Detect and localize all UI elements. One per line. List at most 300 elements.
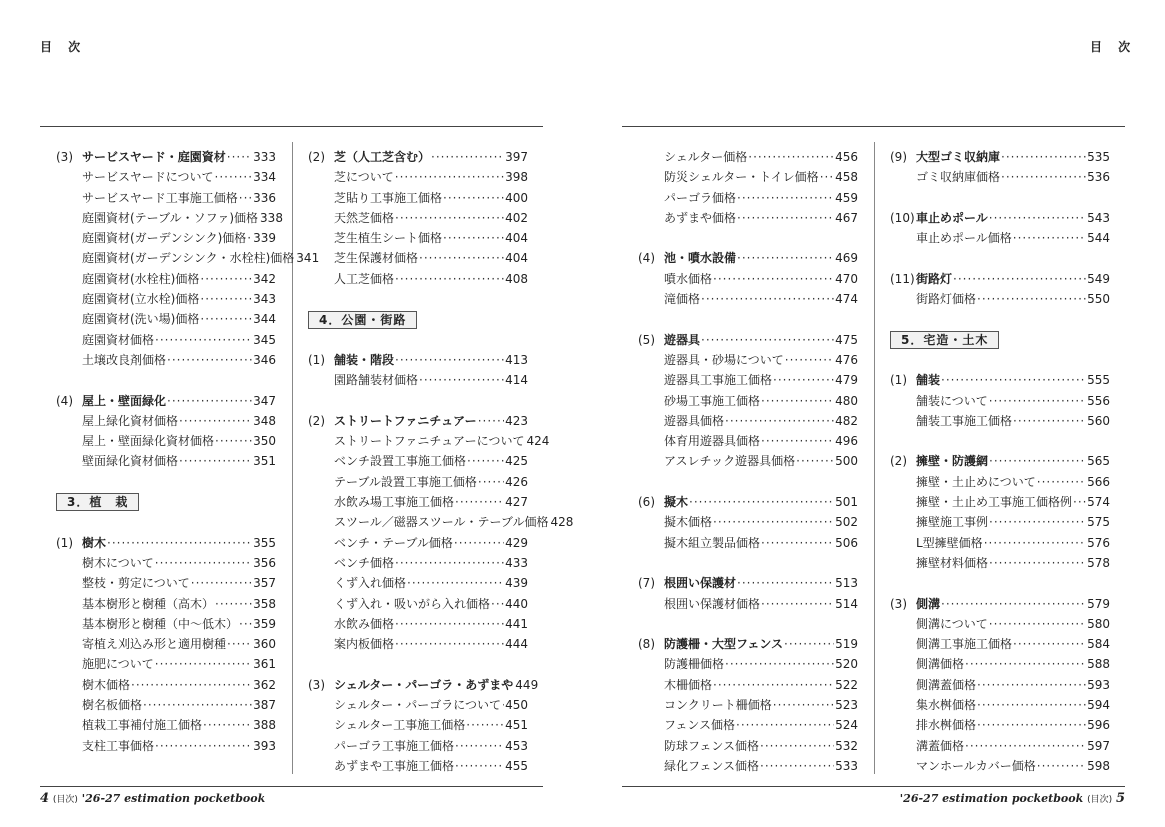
toc-entry-label: マンホールカバー価格 xyxy=(916,758,1036,773)
toc-entry-page: 342 xyxy=(253,271,276,286)
toc-entry-label: 木柵価格 xyxy=(664,677,713,692)
toc-entry[interactable] xyxy=(56,330,276,350)
toc-entry-label: 防護柵・大型フェンス xyxy=(664,637,784,652)
toc-entry[interactable] xyxy=(638,715,858,735)
toc-leader-dots xyxy=(395,269,504,289)
toc-entry-page: 455 xyxy=(505,758,528,773)
toc-entry[interactable] xyxy=(890,614,1110,634)
toc-entry[interactable] xyxy=(638,289,858,309)
toc-entry-label: サービスヤード工事施工価格 xyxy=(82,190,238,205)
toc-entry-label: 樹木について xyxy=(82,555,154,570)
toc-entry-page: 338 xyxy=(260,210,283,225)
toc-leader-dots xyxy=(737,208,834,228)
toc-leader-dots xyxy=(478,472,504,492)
toc-entry[interactable] xyxy=(890,289,1110,309)
toc-entry[interactable] xyxy=(56,695,276,715)
toc-entry-label: 車止めポール価格 xyxy=(916,231,1012,246)
toc-entry[interactable] xyxy=(308,472,528,492)
left-footer-title: '26-27 estimation pocketbook xyxy=(81,792,266,805)
toc-entry[interactable] xyxy=(308,715,528,735)
toc-entry-page: 362 xyxy=(253,677,276,692)
toc-entry[interactable] xyxy=(890,736,1110,756)
toc-entry[interactable] xyxy=(308,167,528,187)
toc-entry-page: 594 xyxy=(1087,698,1110,713)
toc-entry-label: ベンチ・テーブル価格 xyxy=(334,535,453,550)
toc-spacer xyxy=(890,248,1110,268)
toc-entry-label: 土壌改良剤価格 xyxy=(82,352,167,367)
toc-category-entry[interactable] xyxy=(890,370,1110,390)
left-bottom-rule xyxy=(40,786,543,787)
toc-entry-label: 園路舗装材価格 xyxy=(334,373,419,388)
toc-entry[interactable] xyxy=(638,188,858,208)
toc-leader-dots xyxy=(1001,147,1086,167)
toc-leader-dots xyxy=(748,147,834,167)
toc-leader-dots xyxy=(395,167,504,187)
toc-entry[interactable] xyxy=(308,553,528,573)
toc-entry[interactable] xyxy=(638,695,858,715)
toc-entry-label: 庭園資材(立水栓)価格 xyxy=(82,292,200,307)
toc-leader-dots xyxy=(725,654,834,674)
toc-leader-dots xyxy=(773,695,834,715)
toc-category-entry[interactable] xyxy=(308,411,528,431)
toc-entry-page: 544 xyxy=(1087,231,1110,246)
toc-entry[interactable] xyxy=(308,634,528,654)
toc-entry-page: 414 xyxy=(505,373,528,388)
toc-entry-label: シェルター・パーゴラ・あずまや xyxy=(334,677,514,692)
toc-leader-dots xyxy=(689,492,834,512)
toc-entry-page: 496 xyxy=(835,434,858,449)
toc-entry[interactable] xyxy=(56,634,276,654)
toc-entry-number: (7) xyxy=(638,576,655,591)
toc-leader-dots xyxy=(784,634,834,654)
toc-leader-dots xyxy=(491,594,504,614)
toc-entry-page: 358 xyxy=(253,596,276,611)
toc-entry-label: 集水桝価格 xyxy=(916,698,977,713)
toc-entry-page: 424 xyxy=(526,434,550,449)
toc-entry-page: 344 xyxy=(253,312,276,327)
toc-entry-page: 433 xyxy=(505,555,528,570)
toc-entry[interactable] xyxy=(638,391,858,411)
toc-entry-number: (5) xyxy=(638,332,655,347)
toc-entry[interactable] xyxy=(890,715,1110,735)
toc-entry[interactable] xyxy=(56,715,276,735)
toc-entry-page: 456 xyxy=(835,150,858,164)
toc-entry[interactable] xyxy=(890,533,1110,553)
toc-category-entry[interactable] xyxy=(308,675,539,695)
toc-entry-page: 514 xyxy=(835,596,858,611)
toc-leader-dots xyxy=(191,573,252,593)
toc-entry-label: 溝蓋価格 xyxy=(916,738,965,753)
toc-leader-dots xyxy=(713,675,834,695)
toc-entry[interactable] xyxy=(56,248,320,268)
toc-entry-label: 水飲み価格 xyxy=(334,616,395,631)
toc-entry[interactable] xyxy=(308,370,528,390)
toc-entry[interactable] xyxy=(308,573,528,593)
toc-category-entry[interactable] xyxy=(638,573,858,593)
toc-leader-dots xyxy=(131,675,252,695)
toc-entry-label: サービスヤード・庭園資材 xyxy=(82,150,226,164)
toc-leader-dots xyxy=(1073,492,1086,512)
toc-spacer xyxy=(56,370,276,390)
toc-leader-dots xyxy=(737,188,834,208)
toc-entry-label: 人工芝価格 xyxy=(334,271,395,286)
toc-entry-number: (9) xyxy=(890,150,907,164)
toc-leader-dots xyxy=(455,756,504,776)
toc-spacer xyxy=(638,472,858,492)
toc-leader-dots xyxy=(395,634,504,654)
toc-entry[interactable] xyxy=(638,350,858,370)
toc-leader-dots xyxy=(419,370,504,390)
toc-entry-page: 501 xyxy=(835,495,858,510)
toc-entry-label: 天然芝価格 xyxy=(334,210,395,225)
toc-entry[interactable] xyxy=(308,208,528,228)
toc-entry-page: 556 xyxy=(1087,393,1110,408)
toc-entry-page: 479 xyxy=(835,373,858,388)
toc-entry[interactable] xyxy=(56,614,276,634)
toc-leader-dots xyxy=(215,431,252,451)
toc-entry-label: 側溝 xyxy=(916,596,941,611)
toc-leader-dots xyxy=(478,411,504,431)
toc-leader-dots xyxy=(466,715,504,735)
toc-entry[interactable] xyxy=(890,634,1110,654)
toc-entry-label: 舗装・階段 xyxy=(334,352,395,367)
toc-entry[interactable] xyxy=(56,553,276,573)
toc-category-entry[interactable] xyxy=(638,492,858,512)
toc-entry[interactable] xyxy=(56,654,276,674)
toc-entry-label: 街路灯価格 xyxy=(916,292,977,307)
toc-entry[interactable] xyxy=(56,208,283,228)
toc-entry-label: 芝（人工芝含む） xyxy=(334,150,431,164)
toc-entry-page: 469 xyxy=(835,251,858,266)
toc-spacer xyxy=(890,188,1110,208)
toc-entry[interactable] xyxy=(890,756,1110,776)
toc-entry-label: 擁壁・土止めについて xyxy=(916,474,1036,489)
toc-entry[interactable] xyxy=(890,492,1110,512)
toc-entry[interactable] xyxy=(308,269,528,289)
toc-entry-page: 565 xyxy=(1087,454,1110,469)
toc-entry[interactable] xyxy=(638,512,858,532)
toc-entry-page: 393 xyxy=(253,738,276,753)
toc-entry-label: ストリートファニチュアー xyxy=(334,413,477,428)
toc-entry-label: パーゴラ工事施工価格 xyxy=(334,738,455,753)
right-column-divider xyxy=(874,142,875,774)
toc-entry-label: 池・噴水設備 xyxy=(664,251,737,266)
section-heading-label: 5．宅造・土木 xyxy=(890,331,999,349)
toc-entry[interactable] xyxy=(308,736,528,756)
toc-entry-label: 庭園資材(洗い場)価格 xyxy=(82,312,200,327)
toc-entry-label: ベンチ価格 xyxy=(334,555,395,570)
toc-entry-page: 502 xyxy=(835,515,858,530)
toc-entry[interactable] xyxy=(890,654,1110,674)
toc-leader-dots xyxy=(443,188,504,208)
toc-entry-label: 擁壁・防護網 xyxy=(916,454,989,469)
toc-leader-dots xyxy=(977,695,1086,715)
toc-entry-page: 513 xyxy=(835,576,858,591)
toc-leader-dots xyxy=(407,573,504,593)
toc-entry-page: 402 xyxy=(505,210,528,225)
toc-entry-label: 舗装工事施工価格 xyxy=(916,413,1013,428)
toc-spacer xyxy=(638,309,858,329)
toc-spacer xyxy=(638,553,858,573)
toc-entry[interactable] xyxy=(56,167,276,187)
toc-leader-dots xyxy=(1013,411,1086,431)
right-footer-mark: (目次) xyxy=(1087,795,1113,805)
toc-entry[interactable] xyxy=(638,756,858,776)
toc-entry[interactable] xyxy=(308,614,528,634)
toc-entry-number: (3) xyxy=(890,596,907,611)
toc-leader-dots xyxy=(502,695,504,715)
toc-entry[interactable] xyxy=(56,350,276,370)
toc-entry-page: 584 xyxy=(1087,637,1110,652)
toc-entry-label: 植栽工事補付施工価格 xyxy=(82,718,203,733)
toc-entry-page: 519 xyxy=(835,637,858,652)
toc-leader-dots xyxy=(977,289,1086,309)
toc-leader-dots xyxy=(701,289,834,309)
toc-leader-dots xyxy=(761,594,834,614)
right-footer xyxy=(900,791,1125,806)
toc-entry[interactable] xyxy=(890,411,1110,431)
toc-entry-label: 防球フェンス価格 xyxy=(664,738,760,753)
toc-entry-page: 334 xyxy=(253,170,276,185)
toc-entry[interactable] xyxy=(56,675,276,695)
toc-entry-label: 舗装について xyxy=(916,393,988,408)
right-page-header: 目 次 xyxy=(1090,40,1137,54)
toc-spacer xyxy=(308,654,528,674)
toc-category-entry[interactable] xyxy=(890,147,1110,167)
toc-entry[interactable] xyxy=(638,269,858,289)
toc-entry[interactable] xyxy=(638,451,858,471)
toc-entry-label: 遊器具価格 xyxy=(664,413,725,428)
toc-column-1 xyxy=(56,147,320,756)
toc-entry-number: (1) xyxy=(56,535,73,550)
toc-entry-page: 593 xyxy=(1087,677,1110,692)
toc-leader-dots xyxy=(179,411,252,431)
toc-entry-label: 屋上・壁面緑化 xyxy=(82,393,167,408)
toc-entry[interactable] xyxy=(308,695,528,715)
toc-entry[interactable] xyxy=(638,431,858,451)
toc-entry[interactable] xyxy=(56,228,276,248)
toc-category-entry[interactable] xyxy=(308,350,528,370)
toc-entry-page: 413 xyxy=(505,352,528,367)
toc-entry-page: 459 xyxy=(835,190,858,205)
toc-entry-label: 遊器具工事施工価格 xyxy=(664,373,773,388)
toc-leader-dots xyxy=(941,594,1086,614)
toc-entry-page: 555 xyxy=(1087,373,1110,388)
section-heading xyxy=(890,330,1110,350)
toc-leader-dots xyxy=(965,736,1086,756)
toc-entry-page: 453 xyxy=(505,738,528,753)
toc-entry-page: 506 xyxy=(835,535,858,550)
toc-entry-label: ベンチ設置工事施工価格 xyxy=(334,454,467,469)
toc-entry[interactable] xyxy=(890,228,1110,248)
toc-entry-number: (3) xyxy=(308,677,325,692)
toc-leader-dots xyxy=(989,553,1086,573)
toc-entry-page: 350 xyxy=(253,434,276,449)
toc-category-entry[interactable] xyxy=(308,147,528,167)
toc-entry-label: 大型ゴミ収納庫 xyxy=(916,150,1001,164)
toc-entry[interactable] xyxy=(56,289,276,309)
toc-entry-label: L型擁壁価格 xyxy=(916,535,983,550)
toc-entry-label: テーブル設置工事施工価格 xyxy=(334,474,477,489)
toc-entry[interactable] xyxy=(638,654,858,674)
toc-category-entry[interactable] xyxy=(890,269,1110,289)
toc-entry-page: 440 xyxy=(505,596,528,611)
toc-entry-page: 397 xyxy=(505,150,528,164)
toc-entry[interactable] xyxy=(890,391,1110,411)
toc-leader-dots xyxy=(467,451,504,471)
toc-entry-page: 535 xyxy=(1087,150,1110,164)
toc-entry[interactable] xyxy=(308,431,550,451)
toc-entry-label: 擁壁材料価格 xyxy=(916,555,989,570)
toc-entry[interactable] xyxy=(308,451,528,471)
toc-entry[interactable] xyxy=(56,269,276,289)
toc-entry-number: (10) xyxy=(890,210,915,225)
toc-category-entry[interactable] xyxy=(638,248,858,268)
toc-entry[interactable] xyxy=(890,167,1110,187)
toc-entry[interactable] xyxy=(308,512,574,532)
toc-entry[interactable] xyxy=(56,451,276,471)
toc-entry-page: 400 xyxy=(505,190,528,205)
right-page-number: 5 xyxy=(1115,791,1125,806)
toc-entry-label: 防護柵価格 xyxy=(664,657,725,672)
toc-entry-page: 408 xyxy=(505,271,528,286)
toc-entry-label: 芝生植生シート価格 xyxy=(334,231,443,246)
toc-entry-label: 芝生保護材価格 xyxy=(334,251,419,266)
toc-entry-page: 458 xyxy=(835,170,858,185)
toc-entry-page: 476 xyxy=(835,352,858,367)
toc-leader-dots xyxy=(989,614,1086,634)
toc-spacer xyxy=(56,512,276,532)
toc-leader-dots xyxy=(155,553,252,573)
toc-entry-page: 428 xyxy=(550,515,574,530)
toc-entry[interactable] xyxy=(638,411,858,431)
toc-category-entry[interactable] xyxy=(56,533,276,553)
toc-entry[interactable] xyxy=(890,553,1110,573)
toc-entry-page: 475 xyxy=(835,332,858,347)
toc-spacer xyxy=(308,289,528,309)
toc-entry-label: くず入れ価格 xyxy=(334,576,407,591)
toc-entry[interactable] xyxy=(56,411,276,431)
toc-entry-page: 543 xyxy=(1087,210,1110,225)
toc-entry-page: 441 xyxy=(505,616,528,631)
toc-leader-dots xyxy=(395,208,504,228)
toc-leader-dots xyxy=(200,269,252,289)
toc-entry[interactable] xyxy=(638,370,858,390)
toc-entry[interactable] xyxy=(56,736,276,756)
toc-entry-page: 426 xyxy=(505,474,528,489)
toc-entry[interactable] xyxy=(56,594,276,614)
toc-entry[interactable] xyxy=(56,309,276,329)
toc-entry-number: (8) xyxy=(638,637,655,652)
toc-entry-label: 舗装 xyxy=(916,373,941,388)
toc-entry-label: 根囲い保護材 xyxy=(664,576,737,591)
toc-leader-dots xyxy=(395,553,504,573)
toc-entry-label: 芝貼り工事施工価格 xyxy=(334,190,443,205)
toc-entry-label: 芝について xyxy=(334,170,394,185)
toc-entry-page: 598 xyxy=(1087,758,1110,773)
toc-entry-label: 庭園資材(テーブル・ソファ)価格 xyxy=(82,210,259,225)
toc-entry-label: 庭園資材(ガーデンシンク・水栓柱)価格 xyxy=(82,251,295,266)
toc-entry-number: (3) xyxy=(56,150,73,164)
toc-leader-dots xyxy=(737,248,834,268)
toc-entry[interactable] xyxy=(638,675,858,695)
toc-leader-dots xyxy=(736,715,834,735)
toc-entry-page: 360 xyxy=(253,637,276,652)
toc-entry[interactable] xyxy=(638,533,858,553)
toc-leader-dots xyxy=(443,228,504,248)
toc-entry-page: 449 xyxy=(515,677,539,692)
toc-entry-page: 536 xyxy=(1087,170,1110,185)
toc-leader-dots xyxy=(1013,228,1086,248)
toc-leader-dots xyxy=(989,512,1086,532)
toc-entry[interactable] xyxy=(638,147,858,167)
toc-entry[interactable] xyxy=(308,594,528,614)
left-page-header: 目 次 xyxy=(40,40,87,54)
toc-entry-label: 案内板価格 xyxy=(334,637,395,652)
toc-leader-dots xyxy=(737,573,834,593)
toc-entry[interactable] xyxy=(638,167,858,187)
toc-entry-page: 575 xyxy=(1087,515,1110,530)
toc-leader-dots xyxy=(796,451,834,471)
toc-entry[interactable] xyxy=(308,188,528,208)
toc-category-entry[interactable] xyxy=(56,391,276,411)
toc-category-entry[interactable] xyxy=(890,208,1110,228)
toc-entry[interactable] xyxy=(308,533,528,553)
toc-leader-dots xyxy=(760,736,834,756)
toc-entry-number: (1) xyxy=(890,373,907,388)
toc-entry[interactable] xyxy=(308,492,528,512)
toc-entry[interactable] xyxy=(890,512,1110,532)
toc-leader-dots xyxy=(107,533,252,553)
toc-entry[interactable] xyxy=(56,188,276,208)
toc-category-entry[interactable] xyxy=(638,634,858,654)
toc-spacer xyxy=(638,228,858,248)
toc-entry-page: 588 xyxy=(1087,657,1110,672)
toc-entry-label: シェルター価格 xyxy=(664,150,748,164)
left-footer xyxy=(40,791,265,806)
toc-category-entry[interactable] xyxy=(890,594,1110,614)
toc-leader-dots xyxy=(455,492,504,512)
toc-category-entry[interactable] xyxy=(890,451,1110,471)
toc-entry[interactable] xyxy=(638,736,858,756)
toc-entry-page: 404 xyxy=(505,251,528,266)
toc-entry[interactable] xyxy=(638,208,858,228)
toc-leader-dots xyxy=(227,634,252,654)
toc-entry[interactable] xyxy=(638,594,858,614)
toc-leader-dots xyxy=(725,411,834,431)
toc-entry[interactable] xyxy=(890,695,1110,715)
toc-leader-dots xyxy=(200,289,252,309)
toc-leader-dots xyxy=(215,167,253,187)
toc-leader-dots xyxy=(239,614,252,634)
toc-entry-label: 基本樹形と樹種（中～低木） xyxy=(82,616,239,631)
toc-entry-page: 346 xyxy=(253,352,276,367)
toc-entry[interactable] xyxy=(308,248,528,268)
toc-entry[interactable] xyxy=(890,675,1110,695)
toc-entry[interactable] xyxy=(56,431,276,451)
toc-category-entry[interactable] xyxy=(638,330,858,350)
toc-leader-dots xyxy=(167,350,252,370)
toc-entry[interactable] xyxy=(308,228,528,248)
toc-entry-page: 533 xyxy=(835,758,858,773)
toc-category-entry[interactable] xyxy=(56,147,276,167)
toc-entry[interactable] xyxy=(56,573,276,593)
toc-entry[interactable] xyxy=(890,472,1110,492)
toc-entry[interactable] xyxy=(308,756,528,776)
toc-entry-page: 444 xyxy=(505,637,528,652)
toc-entry-page: 404 xyxy=(505,231,528,246)
toc-leader-dots xyxy=(239,188,252,208)
